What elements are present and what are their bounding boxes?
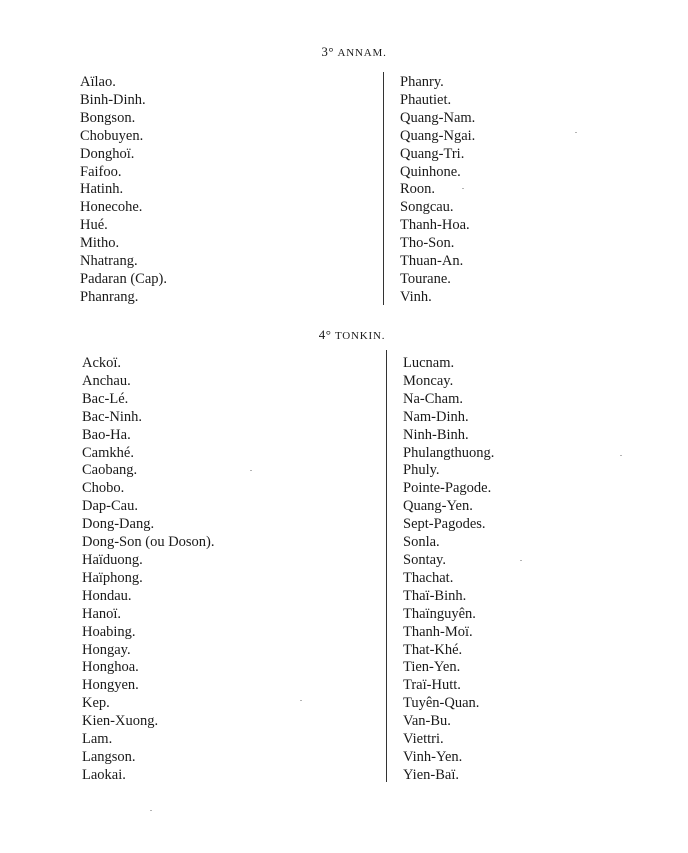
place-name: Hongay. — [82, 641, 131, 658]
place-name: Haïduong. — [82, 551, 143, 568]
place-name: Thuan-An. — [400, 253, 464, 270]
place-name: Hatinh. — [80, 181, 124, 198]
heading-title: TONKIN. — [334, 330, 386, 342]
place-name: Nhatrang. — [80, 253, 138, 270]
place-name: Kep. — [82, 695, 110, 712]
place-name: Haïphong. — [82, 569, 143, 586]
place-name: Donghoï. — [80, 145, 135, 162]
place-name: Tho-Son. — [400, 235, 455, 252]
place-name: Traï-Hutt. — [403, 677, 461, 694]
place-name: Quinhone. — [400, 163, 461, 180]
place-name: Songcau. — [400, 199, 454, 216]
place-name: Langson. — [82, 748, 136, 765]
place-name: Camkhé. — [82, 444, 134, 461]
place-name: Nam-Dinh. — [403, 408, 469, 425]
place-name: Faifoo. — [80, 163, 122, 180]
place-name: Tuyên-Quan. — [403, 695, 480, 712]
place-name: Vinh. — [400, 288, 432, 305]
place-name: Ackoï. — [82, 355, 122, 371]
scan-speck — [575, 132, 577, 133]
scan-speck — [520, 560, 522, 561]
place-name: Hué. — [80, 217, 108, 234]
tonkin-column-divider — [386, 350, 387, 782]
heading-number: 3° — [321, 44, 335, 59]
place-name: Caobang. — [82, 462, 138, 479]
scan-speck — [250, 470, 252, 471]
place-name: Quang-Tri. — [400, 145, 465, 162]
place-name: Thanh-Moï. — [403, 623, 473, 640]
place-name: Moncay. — [403, 372, 454, 389]
place-name: Dong-Dang. — [82, 516, 155, 533]
place-name: Sontay. — [403, 551, 446, 568]
annam-left-column — [80, 74, 167, 307]
place-name: Sept-Pagodes. — [403, 516, 486, 533]
place-name: Phuly. — [403, 462, 440, 479]
tonkin-right-column — [403, 355, 494, 785]
place-name: Quang-Ngai. — [400, 127, 476, 144]
place-name: Thaïnguyên. — [403, 605, 476, 622]
place-name: Bongson. — [80, 109, 136, 126]
place-name: Quang-Nam. — [400, 109, 476, 126]
place-name: Dong-Son (ou Doson). — [82, 534, 215, 551]
heading-number: 4° — [318, 327, 332, 342]
place-name: Chobo. — [82, 480, 125, 497]
section-heading-annam — [10, 44, 688, 60]
place-name: Pointe-Pagode. — [403, 480, 492, 497]
place-name: Mitho. — [80, 235, 120, 252]
place-name: Anchau. — [82, 372, 131, 389]
place-name: Phulangthuong. — [403, 444, 495, 461]
place-name: Hoabing. — [82, 623, 136, 640]
place-name: Phanry. — [400, 74, 444, 90]
place-name: Vinh-Yen. — [403, 748, 463, 765]
place-name: Tourane. — [400, 270, 451, 287]
place-name: Thanh-Hoa. — [400, 217, 470, 234]
place-name: Bac-Lé. — [82, 390, 129, 407]
place-name: Bac-Ninh. — [82, 408, 142, 425]
place-name: Laokai. — [82, 766, 126, 783]
place-name: Hondau. — [82, 587, 132, 604]
place-name: Viettri. — [403, 731, 444, 748]
place-name: Phautiet. — [400, 91, 452, 108]
place-name: That-Khé. — [403, 641, 463, 658]
place-name: Kien-Xuong. — [82, 713, 159, 730]
scan-speck — [150, 810, 152, 811]
place-name: Sonla. — [403, 534, 440, 551]
place-name: Van-Bu. — [403, 713, 451, 730]
place-name: Hanoï. — [82, 605, 122, 622]
place-name: Thaï-Binh. — [403, 587, 467, 604]
place-name: Tien-Yen. — [403, 659, 461, 676]
heading-title: ANNAM. — [337, 47, 387, 59]
place-name: Na-Cham. — [403, 390, 463, 407]
place-name: Chobuyen. — [80, 127, 144, 144]
place-name: Lucnam. — [403, 355, 455, 371]
place-name: Lam. — [82, 731, 113, 748]
place-name: Binh-Dinh. — [80, 91, 146, 108]
place-name: Honecohe. — [80, 199, 143, 216]
place-name: Bao-Ha. — [82, 426, 131, 443]
tonkin-left-column — [82, 355, 215, 785]
place-name: Quang-Yen. — [403, 498, 473, 515]
place-name: Honghoa. — [82, 659, 139, 676]
place-name: Phanrang. — [80, 288, 139, 305]
scan-speck — [300, 700, 302, 701]
annam-column-divider — [383, 72, 384, 305]
place-name: Padaran (Cap). — [80, 270, 167, 287]
place-name: Yien-Baï. — [403, 766, 459, 783]
place-name: Dap-Cau. — [82, 498, 138, 515]
place-name: Roon. — [400, 181, 436, 198]
section-heading-tonkin — [8, 327, 688, 343]
place-name: Aïlao. — [80, 74, 116, 90]
scan-speck — [620, 455, 622, 456]
annam-right-column — [400, 74, 475, 307]
scan-speck — [462, 188, 464, 189]
place-name: Ninh-Binh. — [403, 426, 469, 443]
place-name: Thachat. — [403, 569, 454, 586]
place-name: Hongyen. — [82, 677, 139, 694]
